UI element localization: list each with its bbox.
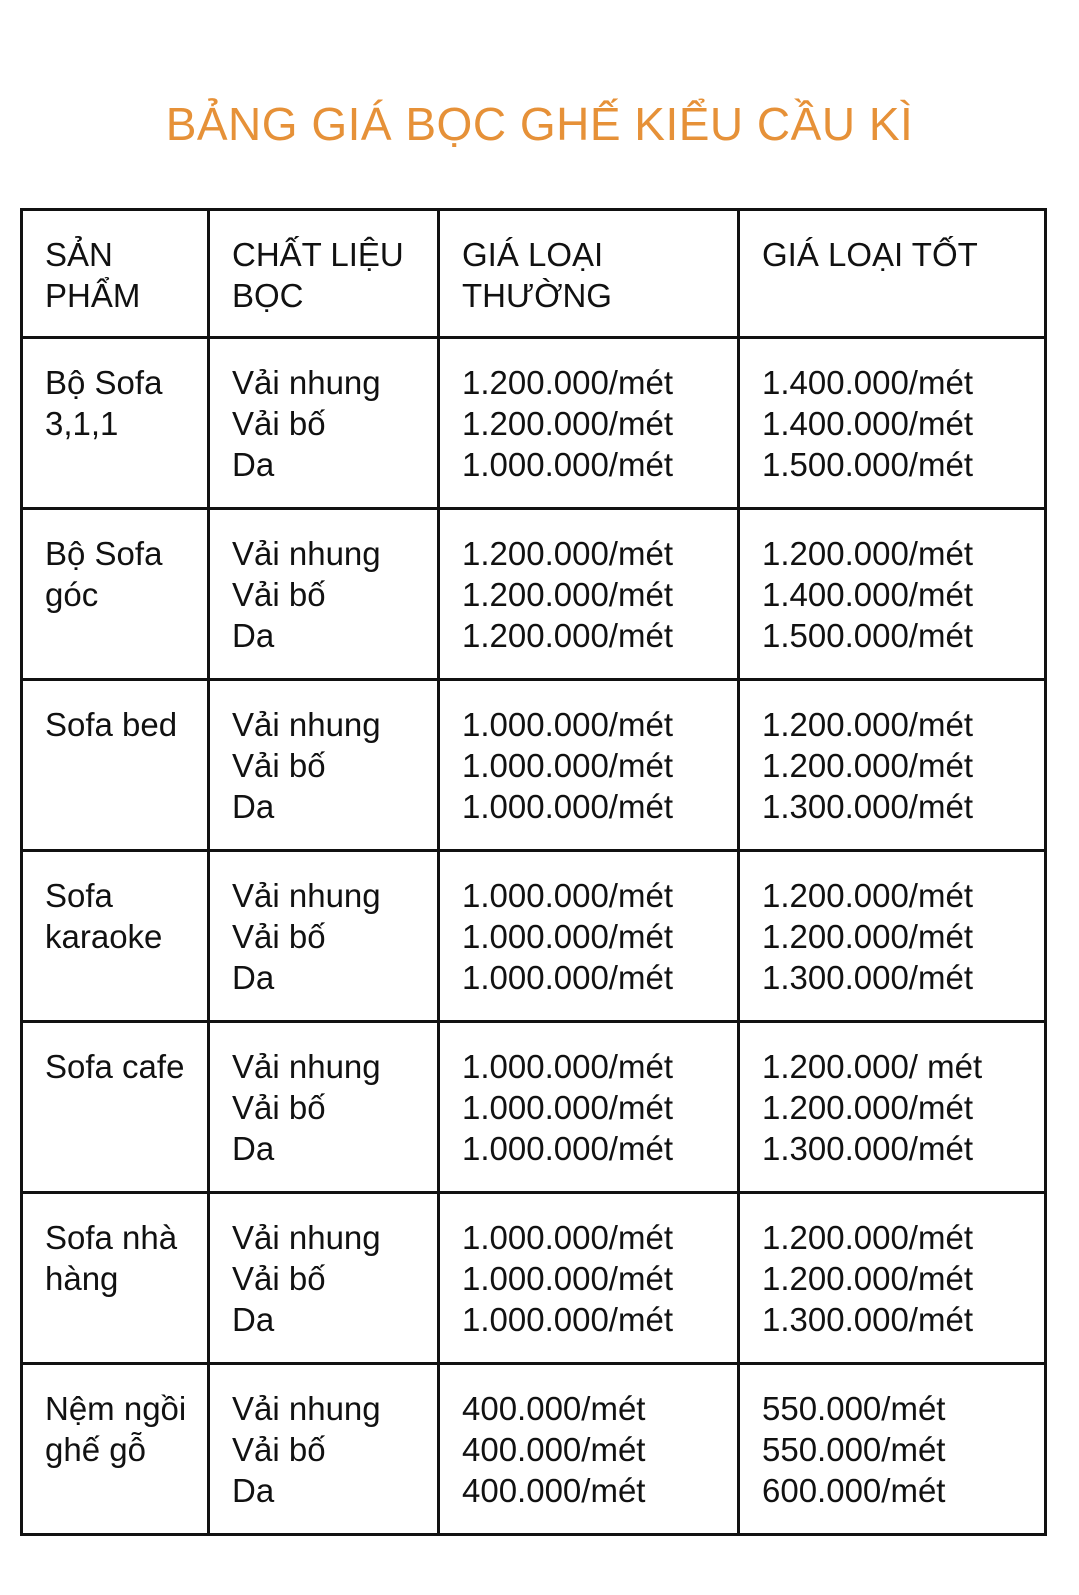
material-name: Da (232, 1301, 275, 1338)
material-name: Vải nhung (232, 364, 381, 401)
header-regular-price (439, 210, 739, 338)
header-product (22, 210, 209, 338)
product-cell (22, 338, 209, 509)
table-row (22, 1022, 1046, 1193)
regular-price-value: 1.000.000/mét (462, 1048, 673, 1085)
material-name: Vải nhung (232, 877, 381, 914)
table-row (22, 338, 1046, 509)
good-price-value: 1.400.000/mét (762, 405, 973, 442)
table-row (22, 509, 1046, 680)
page-title: BẢNG GIÁ BỌC GHẾ KIỂU CẦU KÌ (165, 98, 914, 150)
good-price-value: 550.000/mét (762, 1390, 946, 1427)
good-price-value: 1.200.000/mét (762, 1260, 973, 1297)
good-price-value: 1.200.000/ mét (762, 1048, 983, 1085)
good-price-value: 1.300.000/mét (762, 1301, 973, 1338)
material-name: Da (232, 617, 275, 654)
material-cell (209, 509, 439, 680)
table-row (22, 851, 1046, 1022)
material-cell (209, 1193, 439, 1364)
regular-price-value: 1.000.000/mét (462, 1219, 673, 1256)
regular-price-value: 1.000.000/mét (462, 918, 673, 955)
good-price-value: 600.000/mét (762, 1472, 946, 1509)
good-price-cell (739, 509, 1046, 680)
regular-price-value: 1.000.000/mét (462, 959, 673, 996)
regular-price-value: 1.200.000/mét (462, 405, 673, 442)
material-name: Vải bố (232, 405, 326, 442)
regular-price-value: 1.000.000/mét (462, 1089, 673, 1126)
good-price-value: 1.400.000/mét (762, 364, 973, 401)
regular-price-value: 1.200.000/mét (462, 576, 673, 613)
header-product-label: SẢN PHẨM (45, 236, 141, 314)
good-price-cell (739, 1364, 1046, 1535)
regular-price-value: 1.200.000/mét (462, 535, 673, 572)
material-name: Vải bố (232, 1260, 326, 1297)
product-name: Sofa nhà hàng (45, 1219, 178, 1297)
regular-price-value: 400.000/mét (462, 1390, 646, 1427)
good-price-cell (739, 851, 1046, 1022)
regular-price-value: 400.000/mét (462, 1472, 646, 1509)
material-name: Vải nhung (232, 706, 381, 743)
material-name: Da (232, 959, 275, 996)
good-price-value: 1.500.000/mét (762, 446, 973, 483)
material-name: Da (232, 1472, 275, 1509)
regular-price-value: 1.000.000/mét (462, 1301, 673, 1338)
good-price-value: 1.200.000/mét (762, 747, 973, 784)
table-row (22, 680, 1046, 851)
material-cell (209, 851, 439, 1022)
product-cell (22, 851, 209, 1022)
regular-price-cell (439, 1364, 739, 1535)
good-price-value: 1.200.000/mét (762, 706, 973, 743)
good-price-value: 1.200.000/mét (762, 1219, 973, 1256)
good-price-value: 550.000/mét (762, 1431, 946, 1468)
material-name: Da (232, 788, 275, 825)
product-name: Sofa bed (45, 706, 178, 743)
header-good-price-label: GIÁ LOẠI TỐT (762, 236, 978, 273)
regular-price-value: 1.200.000/mét (462, 364, 673, 401)
material-name: Vải nhung (232, 1048, 381, 1085)
regular-price-value: 1.000.000/mét (462, 1130, 673, 1167)
price-table (20, 208, 1047, 1536)
regular-price-value: 1.000.000/mét (462, 446, 673, 483)
good-price-value: 1.200.000/mét (762, 1089, 973, 1126)
regular-price-value: 1.000.000/mét (462, 1260, 673, 1297)
product-cell (22, 1364, 209, 1535)
material-name: Vải bố (232, 747, 326, 784)
good-price-cell (739, 1193, 1046, 1364)
material-cell (209, 338, 439, 509)
product-cell (22, 509, 209, 680)
good-price-value: 1.200.000/mét (762, 535, 973, 572)
header-good-price (739, 210, 1046, 338)
regular-price-value: 1.000.000/mét (462, 747, 673, 784)
good-price-cell (739, 338, 1046, 509)
material-name: Vải bố (232, 576, 326, 613)
table-row (22, 1364, 1046, 1535)
good-price-value: 1.500.000/mét (762, 617, 973, 654)
product-cell (22, 1022, 209, 1193)
material-name: Vải bố (232, 1089, 326, 1126)
regular-price-value: 400.000/mét (462, 1431, 646, 1468)
material-cell (209, 1364, 439, 1535)
good-price-value: 1.300.000/mét (762, 959, 973, 996)
good-price-value: 1.200.000/mét (762, 877, 973, 914)
material-name: Vải nhung (232, 1219, 381, 1256)
material-name: Vải nhung (232, 535, 381, 572)
table-header-row (22, 210, 1046, 338)
regular-price-cell (439, 1022, 739, 1193)
regular-price-cell (439, 338, 739, 509)
good-price-cell (739, 680, 1046, 851)
product-name: Sofa cafe (45, 1048, 185, 1085)
table-row (22, 1193, 1046, 1364)
product-cell (22, 680, 209, 851)
material-cell (209, 1022, 439, 1193)
material-name: Da (232, 446, 275, 483)
product-name: Nệm ngồi ghế gỗ (45, 1390, 187, 1468)
good-price-value: 1.300.000/mét (762, 1130, 973, 1167)
regular-price-cell (439, 509, 739, 680)
regular-price-value: 1.000.000/mét (462, 706, 673, 743)
good-price-value: 1.400.000/mét (762, 576, 973, 613)
regular-price-cell (439, 680, 739, 851)
material-name: Da (232, 1130, 275, 1167)
product-cell (22, 1193, 209, 1364)
header-material-label: CHẤT LIỆU BỌC (232, 236, 404, 314)
material-name: Vải nhung (232, 1390, 381, 1427)
good-price-value: 1.300.000/mét (762, 788, 973, 825)
regular-price-value: 1.200.000/mét (462, 617, 673, 654)
material-cell (209, 680, 439, 851)
product-name: Bộ Sofa 3,1,1 (45, 364, 163, 442)
header-regular-price-label: GIÁ LOẠI THƯỜNG (462, 236, 612, 314)
regular-price-value: 1.000.000/mét (462, 788, 673, 825)
product-name: Bộ Sofa góc (45, 535, 163, 613)
regular-price-cell (439, 1193, 739, 1364)
regular-price-cell (439, 851, 739, 1022)
regular-price-value: 1.000.000/mét (462, 877, 673, 914)
good-price-cell (739, 1022, 1046, 1193)
product-name: Sofa karaoke (45, 877, 163, 955)
header-material (209, 210, 439, 338)
good-price-value: 1.200.000/mét (762, 918, 973, 955)
material-name: Vải bố (232, 918, 326, 955)
material-name: Vải bố (232, 1431, 326, 1468)
